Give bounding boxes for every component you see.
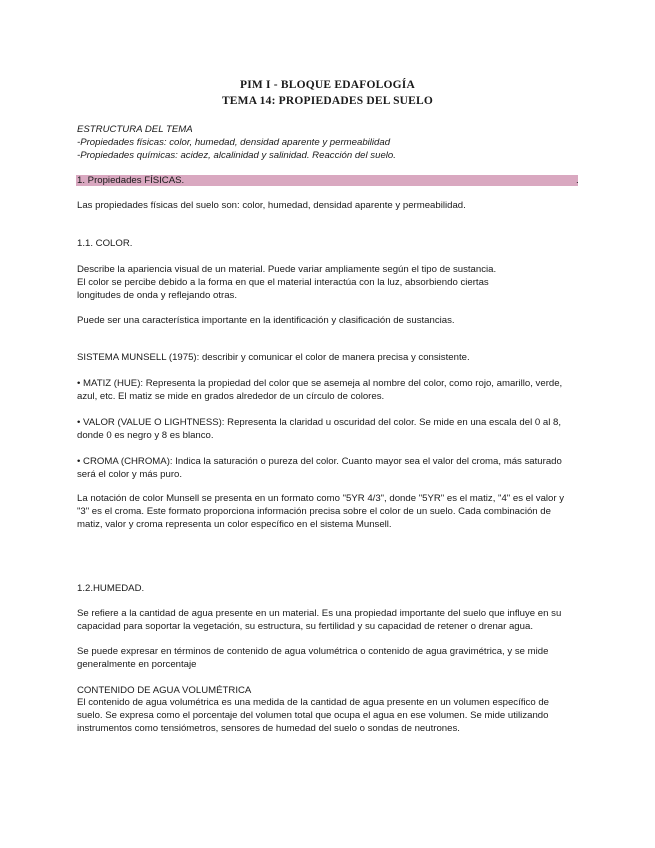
paragraph-line: Puede ser una característica importante en la identificación y clasificación de sustancias. bbox=[77, 315, 455, 326]
paragraph-line: El color se percibe debido a la forma en que el material interactúa con la luz, absorbiendo ciertas bbox=[77, 277, 489, 288]
estructura-heading: ESTRUCTURA DEL TEMA bbox=[77, 124, 193, 135]
document-subtitle: TEMA 14: PROPIEDADES DEL SUELO bbox=[221, 95, 434, 107]
paragraph-line: longitudes de onda y reflejando otras. bbox=[77, 290, 238, 301]
bullet-matiz: • MATIZ (HUE): Representa la propiedad del color que se asemeja al nombre del color, como rojo, amarillo, verde, bbox=[77, 378, 563, 389]
bullet-valor-cont: donde 0 es negro y 8 es blanco. bbox=[77, 430, 214, 441]
paragraph-line: "3" es el croma. Este formato proporciona información precisa sobre el color de un suelo. Cada combinación de bbox=[77, 506, 551, 517]
bullet-valor: • VALOR (VALUE O LIGHTNESS): Representa la claridad u oscuridad del color. Se mide en una escala del 0 al 8, bbox=[77, 417, 561, 428]
paragraph-line: Describe la apariencia visual de un material. Puede variar ampliamente según el tipo de sustancia. bbox=[77, 264, 497, 275]
estructura-item: -Propiedades químicas: acidez, alcalinidad y salinidad. Reacción del suelo. bbox=[77, 150, 396, 161]
paragraph-line: Se refiere a la cantidad de agua presente en un material. Es una propiedad importante del suelo que influye en su bbox=[77, 608, 562, 619]
paragraph-line: matiz, valor y croma representa un color específico en el sistema Munsell. bbox=[77, 519, 392, 530]
subsection-heading-color: 1.1. COLOR. bbox=[77, 238, 133, 249]
section-header: 1. Propiedades FÍSICAS. bbox=[77, 175, 185, 186]
paragraph-line: instrumentos como tensiómetros, sensores de humedad del suelo o sondas de neutrones. bbox=[77, 723, 460, 734]
paragraph-line: suelo. Se expresa como el porcentaje del volumen total que ocupa el agua en ese volumen. Se mide utilizando bbox=[77, 710, 549, 721]
section-header-trail: . bbox=[576, 175, 579, 186]
subsection-heading-humedad: 1.2.HUMEDAD. bbox=[77, 583, 145, 594]
bullet-matiz-cont: azul, etc. El matiz se mide en grados alrededor de un círculo de colores. bbox=[77, 391, 385, 402]
paragraph-line: capacidad para soportar la vegetación, su estructura, su fertilidad y su capacidad de retener o drenar agua. bbox=[77, 621, 533, 632]
bullet-croma: • CROMA (CHROMA): Indica la saturación o pureza del color. Cuanto mayor sea el valor del croma, más saturado bbox=[77, 456, 562, 467]
munsell-heading: SISTEMA MUNSELL (1975): describir y comunicar el color de manera precisa y consistente. bbox=[77, 352, 470, 363]
paragraph-line: Se puede expresar en términos de contenido de agua volumétrica o contenido de agua gravimétrica, y se mide bbox=[77, 646, 549, 657]
document-title: PIM I - BLOQUE EDAFOLOGÍA bbox=[240, 79, 415, 91]
bullet-croma-cont: será el color y más puro. bbox=[77, 469, 183, 480]
paragraph-line: generalmente en porcentaje bbox=[77, 659, 197, 670]
volumetric-heading: CONTENIDO DE AGUA VOLUMÉTRICA bbox=[77, 685, 252, 696]
section-intro: Las propiedades físicas del suelo son: color, humedad, densidad aparente y permeabilidad. bbox=[77, 200, 466, 211]
paragraph-line: El contenido de agua volumétrica es una medida de la cantidad de agua presente en un volumen específico de bbox=[77, 697, 550, 708]
paragraph-line: La notación de color Munsell se presenta en un formato como "5YR 4/3", donde "5YR" es el matiz, "4" es el valor y bbox=[77, 493, 565, 504]
estructura-item: -Propiedades físicas: color, humedad, densidad aparente y permeabilidad bbox=[77, 137, 391, 148]
